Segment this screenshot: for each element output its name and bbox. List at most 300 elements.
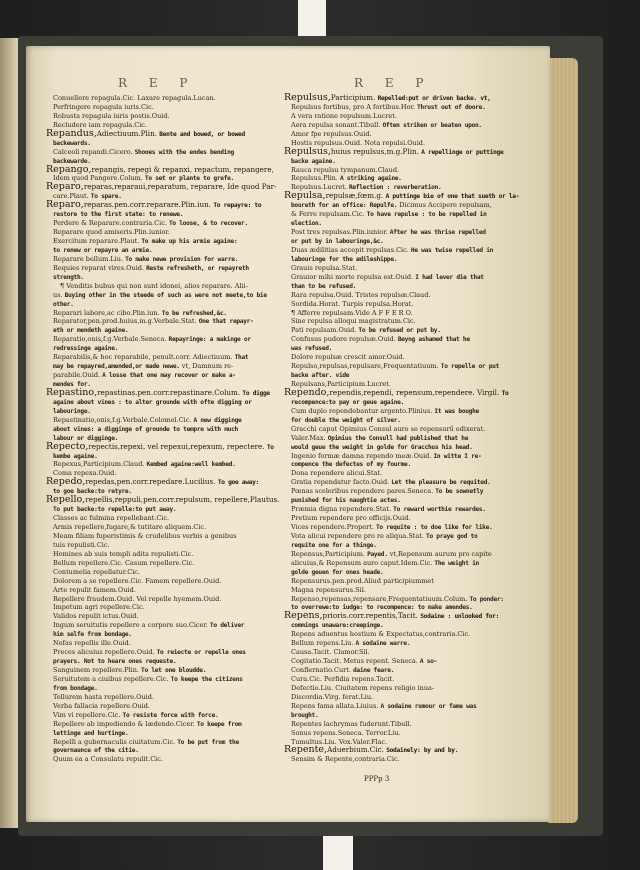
english-blackletter-text: To keepe the citizens: [170, 675, 243, 683]
text-line: [284, 630, 516, 639]
headword: Repecto,: [46, 440, 89, 452]
latin-text: Discordia.Virg. ferat.Liu.: [291, 692, 374, 701]
english-blackletter-text: A new digginge: [193, 416, 242, 424]
english-blackletter-text: Payed.: [367, 550, 388, 558]
text-line: [46, 711, 278, 720]
text-line: [46, 282, 278, 291]
text-line: [46, 452, 278, 461]
latin-text: Cum duplo rependebantur argento.Plinius.: [291, 406, 435, 415]
latin-text: care.Plaut.: [53, 192, 91, 201]
text-line: [284, 335, 516, 344]
english-blackletter-text: Sodaine : unlooked for:: [420, 613, 500, 621]
latin-text: Causa.Tacit. Clamor.Sil.: [291, 648, 370, 657]
latin-text: Validos repulit ictus.Ouid.: [53, 612, 139, 621]
text-line: [284, 264, 516, 273]
latin-text: Repastinatio,onis,f.g.Verbale.Colomel.Cic.: [53, 415, 194, 424]
headword: Repulsus,: [284, 92, 331, 103]
text-line: [284, 443, 516, 452]
latin-text: Repulsans,Participium.Lucret.: [291, 380, 391, 388]
latin-text: Bellum repellere.Cic. Casum repellere.Cic.: [53, 558, 195, 567]
latin-text: Armis repellere,fugare,& tutitare aliquem.Cic.: [53, 523, 207, 531]
latin-text: Repellere fraudem.Ouid. Vel repelle hyemem.Ouid.: [53, 594, 222, 603]
latin-text: repastinas.pen.corr.repastinare.Colum.: [97, 387, 243, 397]
english-blackletter-text: backe againe.: [291, 157, 336, 165]
text-line: [46, 94, 278, 103]
english-blackletter-text: To set or plante to grefe.: [144, 175, 234, 183]
text-line: [46, 532, 278, 541]
text-line: [284, 755, 516, 764]
text-line: [46, 264, 278, 273]
latin-text: Grauis repulsa.Stat.: [291, 263, 358, 272]
text-line: [46, 746, 278, 755]
latin-text: Repexus,Participium.Claud.: [53, 460, 147, 469]
latin-text: Repellere ab impediendo & lædendo.Cicer.: [53, 719, 197, 728]
text-line: [284, 559, 516, 568]
latin-text: parabile.Ouid.: [53, 371, 103, 380]
text-line: [284, 210, 516, 219]
text-line: [284, 684, 516, 693]
latin-text: Classes ac fulmina repellebant.Cic.: [53, 514, 170, 523]
text-line: [284, 362, 516, 371]
english-blackletter-text: compence the defectes of my fourme.: [291, 461, 411, 469]
headword: Reparo,: [46, 181, 84, 193]
text-line: [284, 273, 516, 282]
text-line: [284, 621, 516, 630]
text-line: [46, 407, 278, 416]
english-blackletter-text: golde geuen for ones heade.: [291, 568, 384, 576]
text-line: [46, 163, 278, 175]
text-line: [284, 121, 516, 130]
english-blackletter-text: He was twise repelled in: [410, 246, 494, 254]
text-line: [46, 550, 278, 559]
headword: Repens,: [284, 610, 323, 622]
headword: Repandus,: [46, 127, 97, 139]
text-line: [46, 621, 278, 630]
latin-text: Impetum agri repellere.Cic.: [53, 603, 145, 612]
text-line: [46, 335, 278, 344]
latin-text: Dona rependere alicui.Stat.: [291, 469, 383, 478]
latin-text: Gracchi caput Opimius Consul auro se repensurű edixerat.: [291, 424, 486, 433]
latin-text: Repelli a gubernaculis ciuitatum.Cic.: [53, 737, 178, 746]
latin-text: Repens fama allata.Liuius.: [291, 701, 381, 710]
latin-text: Magna repensurus.Sil.: [291, 585, 366, 594]
english-blackletter-text: A repellinge or puttinge: [421, 148, 504, 156]
latin-text: Rauca repulsu tympanum.Claud.: [291, 165, 400, 174]
latin-text: Præmia digna rependere.Stat.: [291, 505, 394, 514]
text-line: [284, 452, 516, 461]
book-page: [26, 46, 550, 822]
latin-text: Post tres repulsas.Plin.iunior.: [291, 228, 390, 237]
latin-text: Bellum repens.Liu.: [291, 639, 356, 648]
english-blackletter-text: or put by in labouringe,&c.: [291, 238, 384, 245]
text-line: [284, 309, 516, 318]
latin-text: Repensurus.pen.prod.Aliud participiummet: [291, 576, 434, 585]
text-line: [46, 612, 278, 621]
text-line: [46, 362, 278, 371]
english-blackletter-text: Reste refresheth, or repayreth: [146, 264, 249, 272]
text-line: [46, 630, 278, 639]
latin-text: Meam filiam fuperistimis & crudelibus verbis a genibus: [53, 531, 237, 540]
latin-text: Repulsus.Lucret.: [291, 183, 349, 192]
english-blackletter-text: To: [266, 443, 274, 451]
latin-text: Idem quod Pangere.Colum.: [53, 174, 145, 183]
text-line: [284, 523, 516, 532]
english-blackletter-text: daine feare.: [353, 667, 395, 674]
text-line: [284, 219, 516, 228]
text-line: [46, 139, 278, 148]
text-line: [284, 586, 516, 595]
text-line: [46, 416, 278, 425]
latin-text: Grauior mihi morte repulsa est.Ouid.: [291, 272, 416, 281]
english-blackletter-text: Let the pleasure be requited.: [391, 479, 491, 487]
latin-text: Aduerbium.Cic.: [327, 745, 387, 755]
headword: Rependo,: [284, 386, 330, 398]
headword: Repastino,: [46, 386, 98, 398]
latin-text: A vera ratione repulsum.Lucret.: [291, 111, 397, 120]
english-blackletter-text: redressinge againe.: [53, 345, 119, 353]
text-line: [284, 434, 516, 443]
latin-text: Conuellere repagula.Cic. Laxare repagula.Lucan.: [53, 94, 216, 102]
latin-text: us.: [53, 290, 65, 299]
signature-mark: PPPp 3: [364, 775, 390, 783]
english-blackletter-text: punished for his naughtie actes.: [291, 497, 401, 505]
latin-text: Repenso,repensas,repensare,Frequentatiuum.Colum.: [291, 594, 470, 603]
english-blackletter-text: eth or mendeth againe.: [53, 327, 129, 335]
english-blackletter-text: To resiste force with force.: [122, 711, 219, 719]
latin-text: Perfringere repagula iuris.Cic.: [53, 102, 154, 111]
english-blackletter-text: backewards.: [53, 139, 91, 147]
text-line: [46, 300, 278, 309]
latin-text: reparas,reparaui,reparatum, reparare, Ide quod Par-: [83, 182, 277, 192]
text-line: [46, 228, 278, 237]
english-blackletter-text: commings unaware:creepinge.: [291, 622, 384, 630]
latin-text: Reparare bellum.Liu.: [53, 254, 126, 263]
english-blackletter-text: A losse that one may recover or make a-: [102, 372, 236, 380]
text-line: [284, 386, 516, 398]
text-line: [284, 657, 516, 666]
text-line: [46, 386, 278, 398]
text-line: [46, 755, 278, 764]
english-blackletter-text: mendes for.: [53, 381, 91, 388]
latin-text: Cogitatio.Tacit. Metus repent. Seneca.: [291, 657, 420, 666]
text-line: [46, 657, 278, 666]
text-line: [284, 353, 516, 362]
text-line: [46, 693, 278, 702]
english-blackletter-text: To have repulse : to be repelled in: [366, 211, 487, 219]
english-blackletter-text: than to be refused.: [291, 282, 357, 290]
english-blackletter-text: strength.: [53, 273, 84, 281]
latin-text: Repens aduentus hostium & Expectatus,contraria.Cic.: [291, 630, 471, 639]
text-line: [284, 300, 516, 309]
latin-text: Preces alicuius repellere.Ouid.: [53, 648, 157, 657]
text-line: [284, 174, 516, 183]
text-line: [284, 398, 516, 407]
english-blackletter-text: for double the weight of silver.: [291, 416, 401, 424]
latin-text: repulsæ,fœm.g.: [325, 191, 386, 201]
latin-text: Calceoli repandi.Cicero.: [53, 147, 135, 156]
english-blackletter-text: It was boughe: [434, 407, 479, 415]
latin-text: Contumelia repellatur.Cic.: [53, 567, 140, 576]
text-line: [284, 746, 516, 755]
text-line: [46, 398, 278, 407]
text-line: [46, 523, 278, 532]
english-blackletter-text: To reiecte or repelle ones: [156, 649, 246, 657]
text-line: [46, 478, 278, 487]
text-line: [46, 317, 278, 326]
latin-text: Verba fallacia repellere.Ouid.: [53, 701, 150, 710]
english-blackletter-text: labour or digginge.: [53, 434, 119, 442]
header-right: R E P: [354, 76, 433, 90]
text-line: [284, 237, 516, 246]
text-line: [46, 309, 278, 318]
text-line: [46, 684, 278, 693]
text-line: [284, 648, 516, 657]
latin-text: Repulsus fortibus, pro A fortibus.Hor.: [291, 102, 418, 111]
text-line: [46, 729, 278, 738]
english-blackletter-text: To digge: [242, 389, 270, 397]
latin-text: Adiectiuum.Plin.: [96, 128, 160, 138]
text-line: [284, 94, 516, 103]
latin-text: Reparator,pen.prod.huius,m.g.Verbale.Stat.: [53, 317, 199, 326]
english-blackletter-text: To keepe from: [196, 720, 242, 728]
english-blackletter-text: to goe backe:to retyre.: [53, 488, 132, 496]
english-blackletter-text: would geue the weight in golde for Gracchus his head.: [291, 443, 473, 451]
latin-text: huius repulsus,m.g.Plin.: [330, 146, 422, 156]
running-header: [26, 76, 550, 92]
english-blackletter-text: election.: [291, 220, 322, 228]
latin-text: Confusus pudore repulsæ.Ouid.: [291, 335, 398, 344]
latin-text: Sine repulsa alloqui magistratum.Cic.: [291, 317, 416, 326]
latin-text: Arte repulit famem.Ouid.: [53, 585, 136, 594]
text-line: [284, 496, 516, 505]
text-line: [46, 541, 278, 550]
text-line: [284, 145, 516, 157]
text-line: [46, 210, 278, 219]
text-line: [284, 702, 516, 711]
text-line: [46, 720, 278, 729]
text-line: [284, 711, 516, 720]
headword: Repulsus,: [284, 145, 331, 157]
text-line: [284, 577, 516, 586]
text-line: [284, 228, 516, 237]
latin-text: Dicimus Accipere repulsam,: [397, 201, 492, 210]
text-line: [284, 317, 516, 326]
text-line: [284, 487, 516, 496]
text-line: [284, 478, 516, 487]
headword: Repente,: [284, 744, 328, 756]
latin-text: tuis repulisti.Cic.: [53, 540, 110, 549]
english-blackletter-text: In witte I re-: [433, 452, 482, 460]
latin-text: vt,Repensum aurum pro capite: [387, 549, 492, 558]
text-line: [284, 344, 516, 353]
latin-text: Dolore repulsæ crescit amor.Ouid.: [291, 353, 405, 362]
latin-text: Sanguinem repellere.Plin.: [53, 666, 142, 674]
latin-text: Nefas repellis ille.Ouid.: [53, 639, 131, 648]
english-blackletter-text: kembe againe.: [53, 452, 98, 460]
text-line: [284, 425, 516, 434]
latin-text: Repensus,Participium.: [291, 549, 368, 558]
latin-text: Sonus repens.Seneca. Terror.Liu.: [291, 728, 401, 737]
english-blackletter-text: To reward worthie rewardes.: [393, 506, 486, 514]
text-line: [284, 666, 516, 675]
english-blackletter-text: To be refused or put by.: [358, 327, 441, 335]
english-blackletter-text: Sodainely: by and by.: [386, 747, 459, 755]
english-blackletter-text: was refused.: [291, 345, 333, 353]
english-blackletter-text: labouringe for the ædileshippe.: [291, 255, 398, 263]
english-blackletter-text: him selfe from bondage.: [53, 631, 132, 639]
latin-text: alicuius,& Repensum auro caput.Idem.Cic.: [291, 558, 435, 567]
latin-text: & Ferre repulsam.Cic.: [291, 210, 367, 219]
latin-text: Duas ædilitias accepit repulsas.Cic.: [291, 245, 411, 254]
english-blackletter-text: To repelle or put: [440, 363, 500, 371]
latin-text: prioris.corr.repentis,Tacit.: [322, 611, 421, 621]
text-line: [46, 291, 278, 300]
latin-text: Hostis repulsus.Ouid. Nota repulsi.Ouid.: [291, 138, 426, 147]
latin-text: Coma repexa.Ouid.: [53, 469, 117, 478]
latin-text: ¶ Venditis bubus qui non sunt idonei, alios reparare. Alii-: [60, 281, 248, 290]
text-line: [284, 255, 516, 264]
headword: Repango,: [46, 163, 92, 175]
latin-text: Repulso,repulsas,repulsare,Frequentatiuum.: [291, 362, 441, 371]
english-blackletter-text: to renew or repayre an armie.: [53, 246, 153, 254]
text-line: [284, 201, 516, 210]
text-line: [284, 460, 516, 469]
text-line: [284, 639, 516, 648]
text-line: [284, 282, 516, 291]
english-blackletter-text: To ponder:: [469, 595, 504, 603]
latin-text: Recludere iam repagula.Cic.: [53, 120, 147, 129]
latin-text: Gratia rependatur facto.Ouid.: [291, 478, 392, 487]
latin-text: Ingenio formæ damna rependo meæ.Ouid.: [291, 451, 434, 460]
latin-text: reparas.pen.corr.reparare.Plin.iun.: [83, 200, 214, 210]
latin-text: Robusta repagula iuris postis.Ouid.: [53, 111, 170, 120]
english-blackletter-text: requite one for a thinge.: [291, 541, 377, 549]
english-blackletter-text: To spare.: [90, 193, 122, 201]
left-column: [46, 94, 278, 764]
english-blackletter-text: To let one bloudde.: [141, 667, 207, 674]
latin-text: Reparabilis,& hoc reparabile, penult.corr. Adiectiuum.: [53, 353, 235, 362]
english-blackletter-text: To make up his armie againe:: [141, 238, 238, 245]
english-blackletter-text: To make newe provision for warre.: [125, 255, 239, 263]
headword: Reparo,: [46, 199, 84, 211]
text-line: [46, 127, 278, 139]
english-blackletter-text: governaunce of the citie.: [53, 747, 139, 755]
page-fore-edge: [548, 58, 578, 823]
text-line: [46, 586, 278, 595]
text-line: [46, 496, 278, 505]
text-line: [46, 371, 278, 380]
english-blackletter-text: brought.: [291, 711, 319, 719]
text-line: [284, 246, 516, 255]
english-blackletter-text: Kembed againe:well kembed.: [146, 461, 236, 469]
latin-text: Ingum seruitutis repellere a corpore suo.Cicer.: [53, 621, 210, 630]
english-blackletter-text: about vines: a digginge of grounde to tempre with much: [53, 425, 238, 433]
english-blackletter-text: To goe away:: [217, 479, 259, 487]
text-line: [284, 595, 516, 604]
english-blackletter-text: Often striken or beaten upon.: [382, 121, 482, 129]
latin-text: Tumultus.Liu. Vox.Valer.Flac.: [291, 737, 388, 746]
text-line: [284, 371, 516, 380]
english-blackletter-text: To put backe:to repelle:to put away.: [53, 506, 177, 514]
latin-text: Quum ea a Consulatu repulit.Cic.: [53, 755, 163, 764]
english-blackletter-text: restore to the first state: to renewe.: [53, 211, 184, 219]
english-blackletter-text: Repayringe: a makinge or: [168, 336, 251, 344]
text-line: [46, 639, 278, 648]
latin-text: repangis, repegi & repanxi, repactum, repangere,: [91, 164, 274, 174]
english-blackletter-text: recompence:to pay or geue againe.: [291, 398, 405, 406]
english-blackletter-text: Beyng ashamed that he: [397, 336, 470, 344]
text-line: [46, 577, 278, 586]
text-line: [284, 729, 516, 738]
english-blackletter-text: I had lever die that: [415, 273, 484, 281]
text-line: [46, 246, 278, 255]
english-blackletter-text: To be put from the: [177, 738, 239, 746]
text-line: [46, 237, 278, 246]
text-line: [46, 559, 278, 568]
text-line: [46, 103, 278, 112]
text-line: [46, 425, 278, 434]
latin-text: Repulsus.Plin.: [291, 174, 340, 183]
text-line: [284, 103, 516, 112]
latin-text: Sensim & Repente,contraria.Cic.: [291, 755, 400, 764]
latin-text: Participium.: [330, 93, 378, 102]
latin-text: Vim vi repellere.Cic.: [53, 710, 123, 719]
english-blackletter-text: other.: [53, 300, 74, 308]
text-line: [284, 130, 516, 139]
text-line: [46, 353, 278, 362]
text-line: [46, 460, 278, 469]
text-line: [46, 738, 278, 747]
english-blackletter-text: To be sownetly: [435, 488, 484, 496]
text-line: [284, 326, 516, 335]
text-line: [46, 219, 278, 228]
text-line: [284, 514, 516, 523]
latin-text: ¶ Afferre repulsam.Vide A F F E R O.: [291, 308, 413, 317]
text-line: [284, 568, 516, 577]
text-line: [46, 255, 278, 264]
text-line: [46, 112, 278, 121]
text-line: [46, 440, 278, 452]
text-line: [46, 201, 278, 210]
text-line: [284, 112, 516, 121]
latin-text: Reparare quod amiseris.Plin.iunior.: [53, 228, 170, 237]
english-blackletter-text: To loose, & to recover.: [168, 220, 248, 228]
english-blackletter-text: After he was thrise repelled: [389, 229, 486, 237]
english-blackletter-text: backe after. vide: [291, 372, 350, 380]
english-blackletter-text: boureth for an office: Repulfe.: [291, 202, 398, 210]
text-line: [46, 505, 278, 514]
text-line: [46, 568, 278, 577]
text-line: [284, 693, 516, 702]
latin-text: Defectio.Liu. Ciuitatem repens religio inua-: [291, 683, 435, 692]
text-line: [46, 666, 278, 675]
text-line: [46, 326, 278, 335]
english-blackletter-text: Reflection : reverberation.: [348, 184, 442, 192]
latin-text: Vices rependere.Propert.: [291, 523, 376, 531]
latin-text: repectis,repexi, vel repexui,repexum, repectere.: [88, 441, 267, 451]
latin-text: Homines ab suis templi adita repulisti.Cic.: [53, 549, 194, 558]
headword: Repello,: [46, 494, 86, 506]
latin-text: Reparari labore,ac cibo.Plin.iun.: [53, 308, 162, 317]
latin-text: repedas,pen.corr.repedare.Lucilius.: [85, 477, 218, 487]
english-blackletter-text: Repelled:put or driven backe. vt,: [377, 95, 491, 102]
latin-text: Seruitutem a ciuibus repellere.Cic.: [53, 674, 171, 683]
text-line: [46, 648, 278, 657]
english-blackletter-text: To deliver: [209, 622, 245, 630]
english-blackletter-text: To repayre: to: [213, 202, 262, 210]
text-line: [46, 595, 278, 604]
text-line: [284, 532, 516, 541]
